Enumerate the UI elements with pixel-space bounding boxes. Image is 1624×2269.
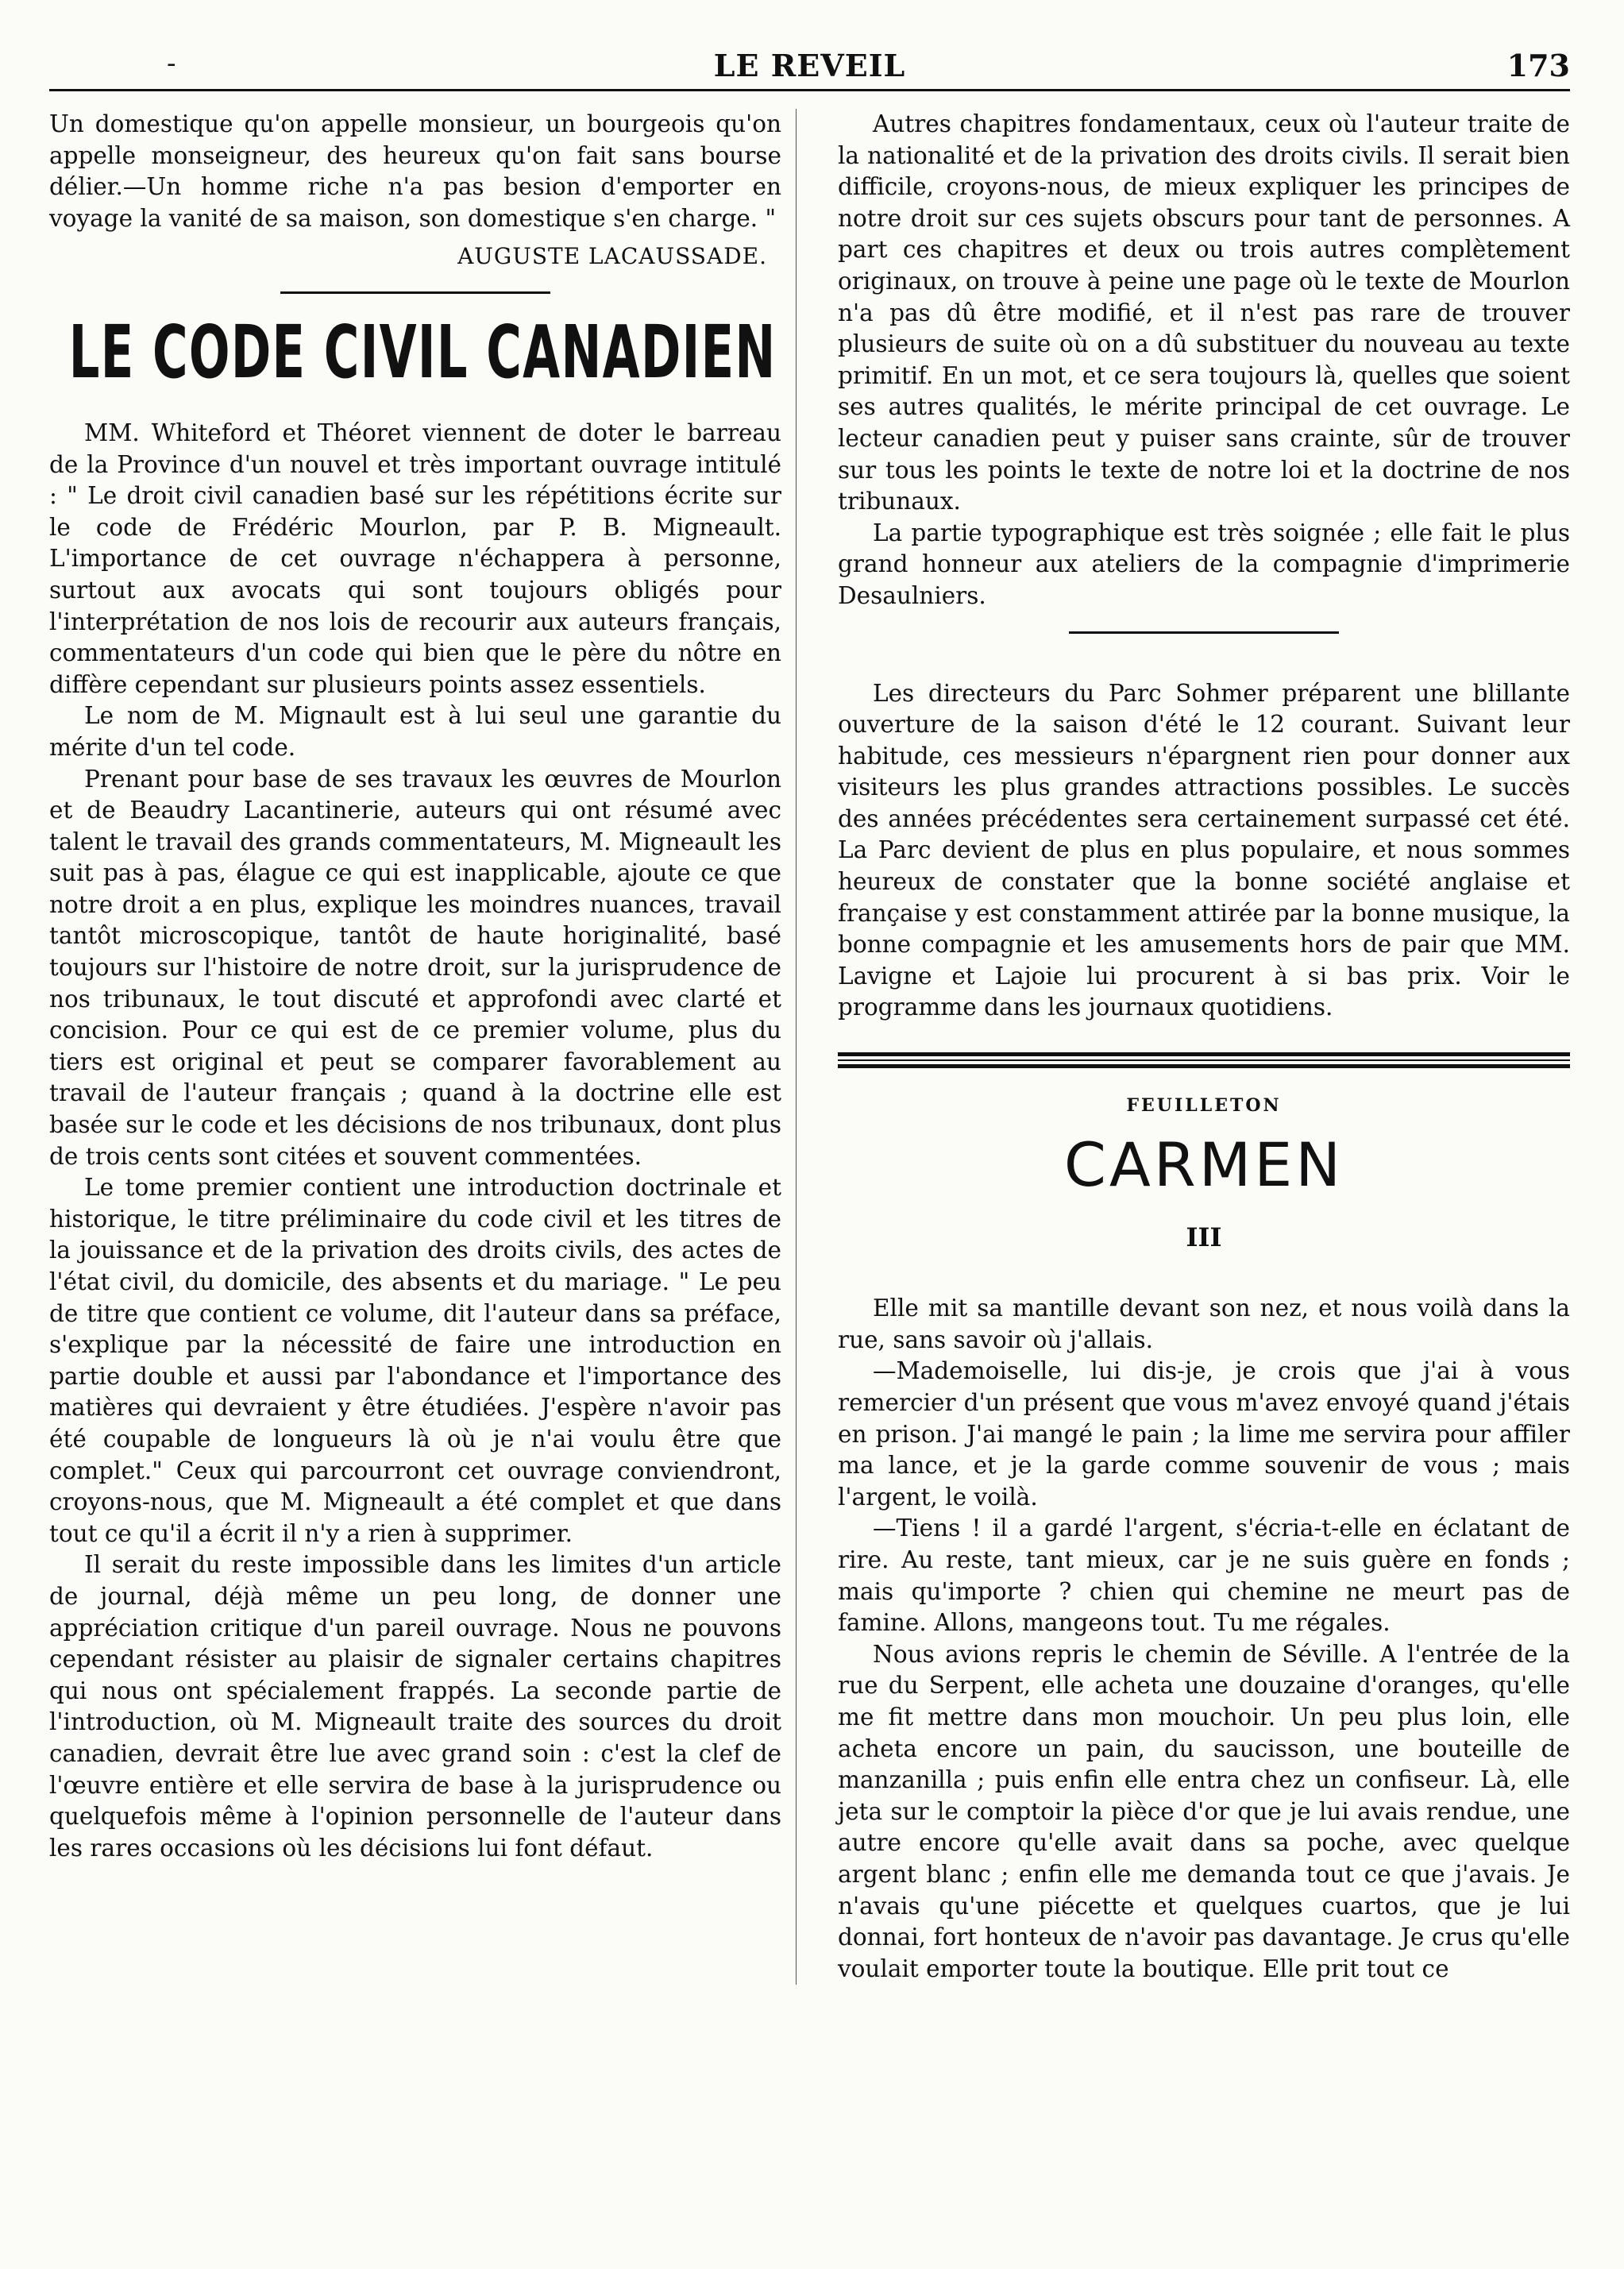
feuilleton-rule: [838, 1052, 1570, 1068]
left-column: [49, 109, 781, 1985]
lacaussade-excerpt: Un domestique qu'on appelle monsieur, un bourgeois qu'on appelle monseigneur, des heureux qu'on fait sans bourse délier.—Un homme riche n'a pas besion d'emporter en voyage la vanité de sa maison, son domestique s'en charge. ": [49, 110, 781, 232]
article-paragraph: MM. Whiteford et Théoret viennent de doter le barreau de la Province d'un nouvel et très important ouvrage intitulé : " Le droit civil canadien basé sur les répétitions écrite sur le code de Frédéric Mourlon, par P. B. Migneault. L'importance de cet ouvrage n'échappera à personne, surtout aux avocats qui sont toujours obligés pour l'interprétation de nos lois de recourir aux auteurs français, commentateurs d'un code qui bien que le père du nôtre en diffère cependant sur plusieurs points assez essentiels.: [49, 419, 781, 698]
story-paragraph: —Mademoiselle, lui dis-je, je crois que j'ai à vous remercier d'un présent que vous m'avez envoyé quand j'étais en prison. J'ai mangé le pain ; la lime me servira pour affiler ma lance, et je la garde comme souvenir de vous ; mais l'argent, le voilà.: [838, 1357, 1570, 1511]
article-paragraph: Le nom de M. Mignault est à lui seul une garantie du mérite d'un tel code.: [49, 702, 781, 761]
article-paragraph: Il serait du reste impossible dans les limites d'un article de journal, déjà même un peu long, de donner une appréciation critique d'un pareil ouvrage. Nous ne pouvons cependant résister au plaisir de signaler certains chapitres qui nous ont spécialement frappés. La seconde partie de l'introduction, où M. Migneault traite des sources du droit canadien, devrait être lue avec grand soin : c'est la clef de l'œuvre entière et elle servira de base à la jurisprudence ou quelquefois même à l'opinion personnelle de l'auteur dans les rares occasions où les décisions lui font défaut.: [49, 1551, 781, 1862]
story-paragraph: Elle mit sa mantille devant son nez, et nous voilà dans la rue, sans savoir où j'allais.: [838, 1295, 1570, 1353]
running-head: [49, 43, 1570, 91]
feuilleton-label: FEUILLETON: [1126, 1095, 1282, 1117]
parc-sohmer-notice: Les directeurs du Parc Sohmer préparent une blillante ouverture de la saison d'été le 12 courant. Suivant leur habitude, ces messieurs n'épargnent rien pour donner aux visiteurs les plus grandes attractions possibles. Le succès des années précédentes sera certainement surpassé cet été. La Parc devient de plus en plus populaire, et nous sommes heureux de constater que la bonne société anglaise et française y est constamment attirée par la bonne musique, la bonne compagnie et les amusements hors de pair que MM. Lavigne et Lajoie lui procurent à si bas prix. Voir le programme dans les journaux quotidiens.: [838, 679, 1570, 1021]
article-title: LE CODE CIVIL CANADIEN: [68, 309, 777, 395]
column-divider: [796, 109, 797, 1985]
author-signature: AUGUSTE LACAUSSADE.: [457, 243, 767, 270]
page-number: 173: [1506, 48, 1570, 83]
right-column: [838, 109, 1570, 1985]
header-dash: -: [167, 48, 176, 79]
article-paragraph: Autres chapitres fondamentaux, ceux où l'auteur traite de la nationalité et de la privation des droits civils. Il serait bien difficile, croyons-nous, de mieux expliquer les principes de notre droit sur ces sujets obscurs pour tant de personnes. A part ces chapitres et deux ou trois autres complètement originaux, on trouve à peine une page où le texte de Mourlon n'a pas dû être modifié, et il n'est pas rare de trouver plusieurs de suite où on a dû substituer du nouveau au texte primitif. En un mot, et ce sera toujours là, quelles que soient ses autres qualités, le mérite principal de cet ouvrage. Le lecteur canadien peut y puiser sans crainte, sûr de trouver sur tous les points le texte de notre loi et la doctrine de nos tribunaux.: [838, 110, 1570, 515]
article-paragraph: Prenant pour base de ses travaux les œuvres de Mourlon et de Beaudry Lacantinerie, auteurs qui ont résumé avec talent le travail des grands commentateurs, M. Migneault les suit pas à pas, élague ce qui est inapplicable, ajoute ce que notre droit a en plus, explique les moindres nuances, travail tantôt microscopique, tantôt de haute horiginalité, basé toujours sur l'histoire de notre droit, sur la jurisprudence de nos tribunaux, le tout discuté et approfondi avec clarté et concision. Pour ce qui est de ce premier volume, plus du tiers est original et peut se comparer favorablement au travail de l'auteur français ; quand à la doctrine elle est basée sur le code et les décisions de nos tribunaux, dont plus de trois cents sont citées et souvent commentées.: [49, 765, 781, 1170]
section-rule: [1069, 631, 1339, 634]
two-column-body: [49, 109, 1570, 1985]
article-paragraph: La partie typographique est très soignée ; elle fait le plus grand honneur aux ateliers de la compagnie d'imprimerie Desaulniers.: [838, 519, 1570, 609]
chapter-number: III: [1186, 1221, 1222, 1252]
article-paragraph: Le tome premier contient une introduction doctrinale et historique, le titre préliminaire du code civil et les titres de la jouissance et de la privation des droits civils, des actes de l'état civil, du domicile, des absents et du mariage. " Le peu de titre que contient ce volume, dit l'auteur dans sa préface, s'explique par la nécessité de faire une introduction en partie double et aussi par l'abondance et l'importance des matières qui devraient y être étudiées. J'espère n'avoir pas été coupable de longueurs là où je n'ai voulu être que complet." Ceux qui parcourront cet ouvrage conviendront, croyons-nous, que M. Migneault a été complet et que dans tout ce qu'il a écrit il n'y a rien à supprimer.: [49, 1174, 781, 1547]
story-paragraph: —Tiens ! il a gardé l'argent, s'écria-t-elle en éclatant de rire. Au reste, tant mieux, car je ne suis guère en fonds ; mais qu'importe ? chien qui chemine ne meurt pas de famine. Allons, mangeons tout. Tu me régales.: [838, 1515, 1570, 1637]
story-paragraph: Nous avions repris le chemin de Séville. A l'entrée de la rue du Serpent, elle acheta une douzaine d'oranges, qu'elle me fit mettre dans mon mouchoir. Un peu plus loin, elle acheta encore un pain, du saucisson, une bouteille de manzanilla ; puis enfin elle entra chez un confiseur. Là, elle jeta sur le comptoir la pièce d'or que je lui avais rendue, une autre encore qu'elle avait dans sa poche, avec quelque argent blanc ; enfin elle me demanda tout ce que j'avais. Je n'avais qu'une piécette et quelques cuartos, que je lui donnai, fort honteux de n'avoir pas davantage. Je crus qu'elle voulait emporter toute la boutique. Elle prit tout ce: [838, 1640, 1570, 1982]
section-rule: [280, 291, 550, 294]
story-title: CARMEN: [1063, 1129, 1344, 1200]
publication-title: LE REVEIL: [713, 48, 906, 83]
spacer: [838, 654, 1570, 678]
